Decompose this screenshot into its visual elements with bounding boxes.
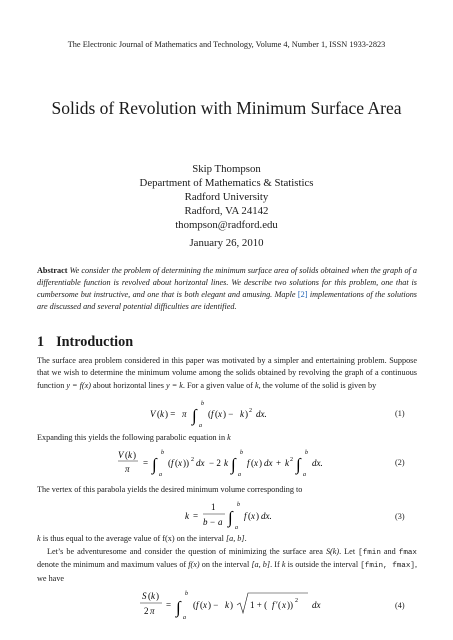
abstract-text: We consider the problem of determining the minimum surface area of solids obtained when the graph of a differentiable function is revolved about horizontal lines. We describe two solutions for this problem, one that is cumbersome but instructive, and one that is both elegant and amusing. Maple bbox=[37, 266, 418, 299]
svg-text:a: a bbox=[235, 525, 238, 531]
svg-text:1 + (: 1 + ( bbox=[250, 600, 268, 610]
journal-header: The Electronic Journal of Mathematics and Technology, Volume 4, Number 1, ISSN 1933-2823 bbox=[67, 40, 386, 49]
svg-text:k: k bbox=[151, 591, 155, 601]
svg-text:dx: dx bbox=[264, 458, 273, 468]
svg-text:): ) bbox=[156, 591, 159, 601]
equation-4-number: (4) bbox=[395, 601, 405, 610]
svg-text:): ) bbox=[259, 458, 262, 468]
svg-text:k: k bbox=[128, 450, 132, 460]
author-location: Radford, VA 24142 bbox=[184, 205, 269, 217]
svg-text:(: ( bbox=[208, 409, 211, 419]
svg-text:π: π bbox=[125, 464, 130, 474]
svg-text:(: ( bbox=[148, 591, 151, 601]
paragraph-surface: Let’s be adventuresome and consider the question of minimizing the surface area S(k). Let [fmin and fmax denote the minimum and maximum values of f(x) on the interval [a, b]. If k is outside the interval [fmin, fmax], we have bbox=[37, 547, 418, 583]
code-fmin: [fmin bbox=[358, 549, 381, 557]
svg-text:x: x bbox=[254, 458, 258, 468]
svg-text:(: ( bbox=[175, 458, 178, 468]
svg-text:f: f bbox=[171, 458, 174, 468]
svg-text:b: b bbox=[305, 450, 308, 456]
svg-text:(: ( bbox=[125, 450, 128, 460]
equation-4 bbox=[140, 585, 360, 625]
svg-text:(: ( bbox=[168, 458, 171, 468]
svg-text:): ) bbox=[133, 450, 136, 460]
svg-text:b: b bbox=[201, 401, 204, 407]
svg-text:b: b bbox=[237, 502, 240, 508]
svg-text:dx.: dx. bbox=[261, 511, 272, 521]
svg-text:b: b bbox=[240, 450, 243, 456]
svg-text:′(: ′( bbox=[276, 600, 281, 610]
svg-text:2: 2 bbox=[144, 606, 149, 616]
svg-text:): ) bbox=[256, 511, 259, 521]
equation-3 bbox=[185, 496, 305, 532]
svg-text:V: V bbox=[150, 409, 156, 419]
svg-text:): ) bbox=[245, 409, 248, 419]
svg-text:(: ( bbox=[215, 409, 218, 419]
math-y-k: y = k bbox=[166, 380, 183, 390]
svg-text:k: k bbox=[240, 409, 244, 419]
math-y-fx: y = f(x) bbox=[66, 380, 91, 390]
svg-text:+: + bbox=[276, 458, 282, 468]
svg-text:)): )) bbox=[287, 600, 293, 610]
svg-text:∫: ∫ bbox=[228, 508, 233, 527]
author-email[interactable]: thompson@radford.edu bbox=[175, 219, 278, 231]
equation-1 bbox=[150, 397, 350, 429]
section-number: 1 bbox=[37, 334, 45, 350]
equation-3-number: (3) bbox=[395, 512, 405, 521]
svg-text:∫: ∫ bbox=[231, 455, 236, 474]
svg-text:b: b bbox=[203, 517, 208, 527]
svg-text:∫: ∫ bbox=[152, 455, 157, 474]
svg-text:a: a bbox=[159, 472, 162, 478]
svg-text:f: f bbox=[247, 458, 250, 468]
paragraph-vertex: The vertex of this parabola yields the desired minimum volume corresponding to bbox=[37, 485, 303, 494]
paper-date: January 26, 2010 bbox=[189, 237, 264, 249]
svg-text:x: x bbox=[203, 600, 207, 610]
svg-text:x: x bbox=[282, 600, 286, 610]
svg-text:(: ( bbox=[193, 600, 196, 610]
svg-text:f: f bbox=[272, 600, 275, 610]
svg-text:) −: ) − bbox=[223, 409, 234, 419]
svg-text:π: π bbox=[182, 409, 187, 419]
svg-text:∫: ∫ bbox=[176, 598, 181, 617]
svg-text:− 2: − 2 bbox=[209, 458, 221, 468]
abstract bbox=[37, 265, 417, 313]
svg-text:k: k bbox=[285, 458, 289, 468]
svg-text:dx.: dx. bbox=[256, 409, 267, 419]
svg-text:(: ( bbox=[251, 458, 254, 468]
svg-text:x: x bbox=[251, 511, 255, 521]
abstract-label: Abstract bbox=[37, 266, 68, 275]
svg-text:=: = bbox=[143, 458, 149, 468]
svg-text:a: a bbox=[238, 472, 241, 478]
section-heading bbox=[37, 334, 133, 351]
svg-text:dx: dx bbox=[312, 600, 321, 610]
svg-text:V: V bbox=[118, 450, 124, 460]
svg-text:1: 1 bbox=[211, 502, 216, 512]
svg-text:dx.: dx. bbox=[312, 458, 323, 468]
svg-text:) −: ) − bbox=[208, 600, 219, 610]
svg-text:(: ( bbox=[157, 409, 160, 419]
svg-text:=: = bbox=[166, 600, 172, 610]
svg-text:f: f bbox=[211, 409, 214, 419]
svg-text:b: b bbox=[161, 450, 164, 456]
svg-text:∫: ∫ bbox=[296, 455, 301, 474]
svg-text:k: k bbox=[224, 458, 228, 468]
svg-text:k: k bbox=[185, 511, 189, 521]
svg-text:): ) bbox=[230, 600, 233, 610]
svg-text:(: ( bbox=[200, 600, 203, 610]
svg-text:k: k bbox=[225, 600, 229, 610]
svg-text:a: a bbox=[303, 472, 306, 478]
equation-1-number: (1) bbox=[395, 409, 405, 418]
section-title: Introduction bbox=[56, 334, 134, 350]
svg-text:2: 2 bbox=[191, 457, 194, 463]
author-university: Radford University bbox=[184, 191, 269, 203]
equation-2-number: (2) bbox=[395, 458, 405, 467]
svg-text:a: a bbox=[199, 423, 202, 429]
svg-text:k: k bbox=[160, 409, 164, 419]
svg-text:=: = bbox=[193, 511, 199, 521]
svg-text:b: b bbox=[185, 591, 188, 597]
svg-text:(: ( bbox=[248, 511, 251, 521]
author-name: Skip Thompson bbox=[192, 163, 261, 175]
code-fmax: fmax bbox=[398, 549, 417, 557]
svg-text:dx: dx bbox=[196, 458, 205, 468]
paragraph-intro: The surface area problem considered in this paper was motivated by a simpler and entertaining problem. Suppose that we wish to determine the minimum volume among the solids obtained by revolving the graph of a continuous function y = f(x) about horizontal lines y = k. For a given value of k, the volume of the solid is given by bbox=[37, 356, 417, 390]
citation-link[interactable]: [2] bbox=[297, 290, 308, 299]
code-interval: [fmin, fmax] bbox=[360, 562, 415, 571]
svg-text:x: x bbox=[218, 409, 222, 419]
svg-text:)): )) bbox=[183, 458, 189, 468]
svg-text:∫: ∫ bbox=[192, 406, 197, 425]
svg-text:f: f bbox=[196, 600, 199, 610]
paper-title: Solids of Revolution with Minimum Surface Area bbox=[51, 98, 402, 118]
svg-text:a: a bbox=[183, 615, 186, 621]
svg-text:π: π bbox=[150, 606, 155, 616]
paragraph-expanding: Expanding this yields the following parabolic equation in k bbox=[37, 433, 231, 442]
paragraph-average: k is thus equal to the average value of f(x) on the interval [a, b]. bbox=[37, 534, 247, 543]
equation-2 bbox=[118, 443, 358, 481]
svg-text:x: x bbox=[178, 458, 182, 468]
abstract-text-end: implementations of the solutions are discussed and several potential difficulties are identified. bbox=[37, 290, 417, 311]
svg-text:2: 2 bbox=[249, 408, 252, 414]
svg-text:S: S bbox=[142, 591, 147, 601]
svg-text:f: f bbox=[244, 511, 247, 521]
svg-text:−: − bbox=[210, 517, 216, 527]
svg-text:2: 2 bbox=[295, 598, 298, 604]
author-department: Department of Mathematics & Statistics bbox=[139, 177, 314, 189]
svg-text:2: 2 bbox=[290, 457, 293, 463]
svg-text:a: a bbox=[218, 517, 223, 527]
svg-text:) =: ) = bbox=[165, 409, 176, 419]
